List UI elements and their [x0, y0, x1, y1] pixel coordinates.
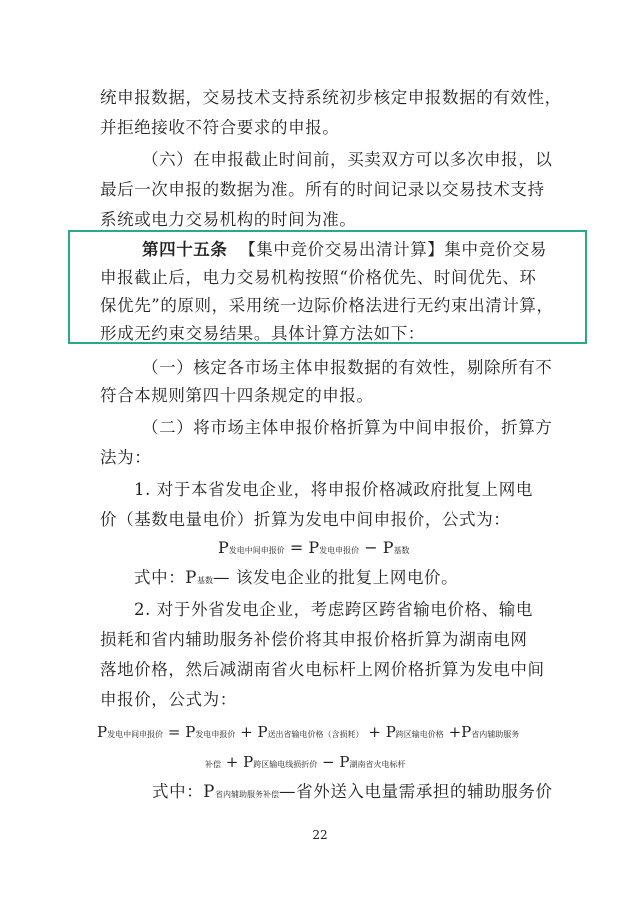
text-line: 并拒绝接收不符合要求的申报。: [100, 118, 340, 137]
text-line: 式中：P基数— 该发电企业的批复上网电价。: [134, 568, 459, 587]
text-line: 2. 对于外省发电企业，考虑跨区跨省输电价格、输电: [134, 600, 533, 619]
text-line: 申报截止后，电力交易机构按照“价格优先、时间优先、环: [100, 268, 537, 287]
formula-2-cont: 补偿 + P跨区输电线损折价 − P湖南省火电标杆: [205, 753, 406, 771]
text-line: 式中：P省内辅助服务补偿—省外送入电量需承担的辅助服务价: [152, 782, 553, 801]
text-line: 1. 对于本省发电企业，将申报价格减政府批复上网电: [134, 480, 533, 499]
text-line: 系统或电力交易机构的时间为准。: [100, 210, 357, 229]
text-line: 损耗和省内辅助服务补偿价将其申报价格折算为湖南电网: [100, 630, 528, 649]
text-line: 保优先”的原则，采用统一边际价格法进行无约束出清计算，: [100, 296, 554, 315]
formula-2: P发电中间申报价 = P发电申报价 + P送出省输电价格（含损耗） + P跨区输电价格 +P省内辅助服务: [97, 723, 520, 741]
page-number: 22: [312, 828, 328, 842]
text-line: 形成无约束交易结果。具体计算方法如下：: [100, 324, 425, 343]
text-line: （六）在申报截止时间前，买卖双方可以多次申报，以: [142, 150, 553, 169]
text-line: 符合本规则第四十四条规定的申报。: [100, 386, 374, 405]
formula-1: P发电中间申报价 = P发电申报价 − P基数: [218, 538, 410, 557]
text-line: 法为：: [100, 448, 152, 467]
text-line: 落地价格，然后减湖南省火电标杆上网价格折算为发电中间: [100, 660, 545, 679]
text-line: （二）将市场主体申报价格折算为中间申报价，折算方: [142, 418, 553, 437]
text-line: 价（基数电量电价）折算为发电中间申报价，公式为：: [100, 510, 511, 529]
text-line: （一）核定各市场主体申报数据的有效性，剔除所有不: [142, 358, 553, 377]
text-line: 申报价，公式为：: [100, 690, 237, 709]
article-title: 【集中竞价交易出清计算】集中竞价交易: [239, 240, 548, 259]
text-line: 统申报数据，交易技术支持系统初步核定申报数据的有效性，: [100, 88, 562, 107]
article-45-heading: [142, 240, 552, 260]
article-number: 第四十五条: [142, 240, 228, 259]
text-line: 最后一次申报的数据为准。所有的时间记录以交易技术支持: [100, 180, 545, 199]
